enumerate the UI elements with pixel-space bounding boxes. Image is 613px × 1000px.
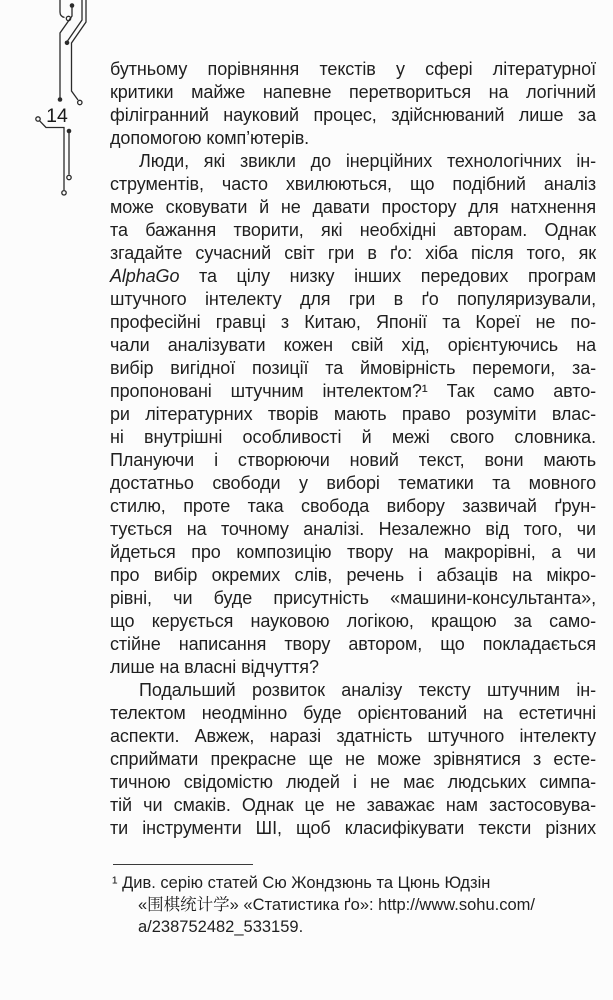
text-line: пропоновані штучним інтелектом?¹ Так само авто-	[110, 381, 596, 401]
text-line: може сковувати й не давати простору для натхнення	[110, 197, 596, 217]
trace-pad-dot	[58, 97, 63, 102]
text-segment: та цілу низку інших передових програм	[179, 266, 596, 286]
text-line: аспекти. Авжеж, наразі здатність штучного інтелекту	[110, 726, 596, 746]
footnote-line: a/238752482_533159.	[138, 918, 304, 936]
trace-pad-open	[62, 191, 66, 195]
trace-line	[40, 121, 64, 190]
text-line: Люди, які звикли до інерційних технологічних ін-	[139, 151, 596, 171]
footnote-line: «围棋统计学» «Статистика ґо»: http://www.sohu.com/	[138, 896, 535, 914]
footnote-text	[112, 872, 598, 938]
text-line: чали аналізувати кожен свій хід, орієнтуючись на	[110, 335, 596, 355]
paragraph	[110, 150, 596, 679]
text-line: тій чи смаків. Однак це не заважає нам застосовува-	[110, 795, 596, 815]
text-line: Подальший розвиток аналізу тексту штучним ін-	[139, 680, 596, 700]
text-line: телектом неодмінно буде орієнтований на естетичні	[110, 703, 596, 723]
text-line: сприймати прекрасне ще не може зрівнятися з есте-	[110, 749, 596, 769]
trace-pad-open	[36, 117, 40, 121]
text-line: професійні гравці з Китаю, Японії та Кореї не по-	[110, 312, 596, 332]
text-line: стійне написання твору автором, що покладається	[110, 634, 596, 654]
text-line: стилю, проте така свобода вибору зазвичай ґрун-	[110, 496, 596, 516]
circuit-ornament	[0, 0, 100, 205]
text-line: про вибір окремих слів, речень і абзаців на мікро-	[110, 565, 596, 585]
text-line: штучного інтелекту для гри в ґо популяризували,	[110, 289, 596, 309]
footnote-line: ¹ Див. серію статей Сю Жондзюнь та Цюнь Юдзін	[112, 874, 491, 892]
footnote-separator	[113, 864, 253, 865]
text-line: достатньо свободи у виборі тематики та мовного	[110, 473, 596, 493]
text-line: ти інструменти ШІ, щоб класифікувати тексти різних	[110, 818, 596, 838]
text-line: філігранний науковий процес, здійснюваний лише за	[110, 105, 596, 125]
text-line: що керується науковою логікою, кращою за само-	[110, 611, 596, 631]
trace-line	[60, 0, 65, 18]
text-line: та бажання творити, які необхідні авторам. Однак	[110, 220, 596, 240]
trace-pad-open	[67, 175, 71, 179]
text-line: згадайте сучасний світ гри в ґо: хіба після того, як	[110, 243, 596, 263]
paragraph	[110, 58, 596, 150]
paragraph	[110, 679, 596, 840]
text-line: бутньому порівняння текстів у сфері літературної	[110, 59, 596, 79]
text-line: тичною свідомістю людей і не має людських симпа-	[110, 772, 596, 792]
text-line: Плануючи і створюючи новий текст, вони мають	[110, 450, 596, 470]
body-text	[110, 58, 596, 840]
text-line: йдеться про композицію твору на макрорівні, а чи	[110, 542, 596, 562]
text-line: ри літературних творів мають право розуміти влас-	[110, 404, 596, 424]
trace-pad-dot	[65, 41, 70, 46]
trace-line	[72, 0, 87, 100]
text-line: ні внутрішні особливості й межі свого словника.	[110, 427, 596, 447]
text-line: струментів, часто хвилюються, що подібний аналіз	[110, 174, 596, 194]
trace-pad-open	[78, 100, 82, 104]
text-line: лише на власні відчуття?	[110, 657, 319, 677]
text-line: вибір вигідної позиції та ймовірність перемоги, за-	[110, 358, 596, 378]
italic-term: AlphaGo	[110, 266, 180, 286]
text-line: критики майже напевне перетвориться на логічний	[110, 82, 596, 102]
text-line: рівні, чи буде присутність «машини-консультанта»,	[110, 588, 596, 608]
text-line	[110, 265, 596, 288]
text-line: тується на точному аналізі. Незалежно від того, чи	[110, 519, 596, 539]
page-number: 14	[46, 105, 68, 127]
text-line: допомогою комп’ютерів.	[110, 128, 310, 148]
